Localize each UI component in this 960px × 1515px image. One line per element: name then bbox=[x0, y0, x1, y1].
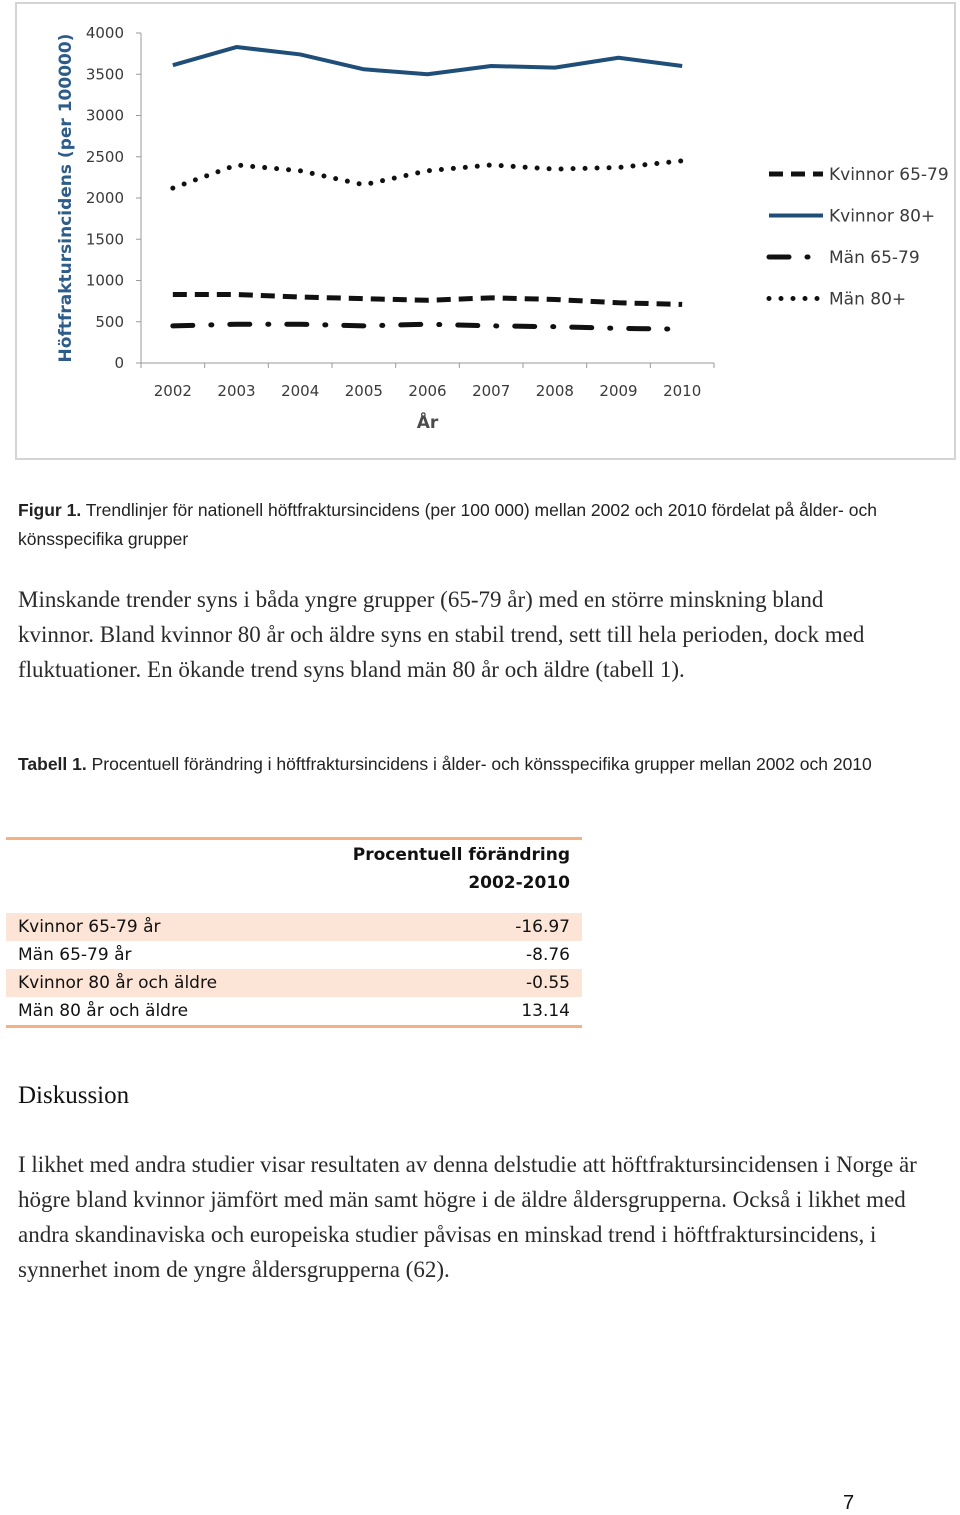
table-row-value: 13.14 bbox=[521, 1001, 570, 1021]
y-tick-label: 0 bbox=[114, 354, 124, 372]
table-row-label: Kvinnor 65-79 år bbox=[18, 917, 161, 937]
results-paragraph: Minskande trender syns i båda yngre grupper (65-79 år) med en större minskning bland kvinnor. Bland kvinnor 80 år och äldre syns en stabil trend, sett till hela perioden, dock med fluktuationer. En ökande trend syns bland män 80 år och äldre (tabell 1). bbox=[18, 587, 865, 682]
x-tick-label: 2007 bbox=[472, 382, 511, 400]
figure-caption bbox=[18, 496, 918, 554]
legend-label: Män 80+ bbox=[829, 289, 907, 310]
table-row bbox=[6, 969, 582, 997]
y-tick-label: 4000 bbox=[85, 24, 124, 42]
y-tick-label: 1500 bbox=[85, 230, 124, 249]
table-row-label: Män 65-79 år bbox=[18, 945, 132, 965]
table-caption bbox=[18, 750, 918, 779]
table-row bbox=[6, 941, 582, 969]
y-tick-label: 3500 bbox=[85, 65, 124, 84]
page-number: 7 bbox=[843, 1492, 855, 1514]
table-row bbox=[6, 997, 582, 1025]
discussion-paragraph: I likhet med andra studier visar resultaten av denna delstudie att höftfraktursincidensen i Norge är högre bland kvinnor jämfört med män samt högre i de äldre åldersgrupperna. Också i likhet med andra skandinaviska och europeiska studier påvisas en minskad trend i höftfraktursincidens, i synnerhet inom de yngre åldersgrupperna (62). bbox=[18, 1152, 917, 1282]
y-axis-title: Höftfraktursincidens (per 100000) bbox=[56, 33, 76, 363]
table-row bbox=[6, 913, 582, 941]
figure-caption-label: Figur 1. bbox=[18, 500, 82, 520]
series-line bbox=[173, 324, 682, 329]
x-tick-label: 2009 bbox=[599, 382, 638, 400]
y-tick-label: 500 bbox=[95, 312, 124, 331]
x-tick-label: 2005 bbox=[344, 382, 383, 400]
x-tick-label: 2008 bbox=[535, 382, 574, 400]
figure-chart bbox=[15, 2, 956, 460]
series-line bbox=[173, 295, 682, 305]
y-tick-label: 2000 bbox=[85, 189, 124, 207]
legend-label: Kvinnor 65-79 bbox=[829, 165, 949, 185]
table-bottom-rule bbox=[6, 1025, 582, 1028]
discussion-heading: Diskussion bbox=[18, 1082, 130, 1109]
legend-label: Kvinnor 80+ bbox=[829, 206, 936, 227]
table-caption-text: Procentuell förändring i höftfraktursincidens i ålder- och könsspecifika grupper mellan 2002 och 2010 bbox=[86, 754, 872, 774]
table-caption-label: Tabell 1. bbox=[18, 754, 87, 774]
y-tick-label: 1000 bbox=[85, 271, 124, 290]
x-tick-label: 2003 bbox=[217, 382, 256, 400]
x-tick-label: 2004 bbox=[281, 382, 320, 400]
table-row-label: Kvinnor 80 år och äldre bbox=[18, 973, 218, 993]
table-header bbox=[6, 840, 582, 913]
table-row-label: Män 80 år och äldre bbox=[18, 1001, 189, 1021]
table-header-line2: 2002-2010 bbox=[468, 873, 570, 893]
series-line bbox=[173, 47, 682, 74]
change-table bbox=[6, 837, 582, 1028]
table-row-value: -16.97 bbox=[515, 917, 570, 937]
y-tick-label: 2500 bbox=[85, 147, 124, 166]
x-tick-label: 2010 bbox=[663, 382, 702, 400]
x-tick-label: 2006 bbox=[408, 382, 447, 400]
series-line bbox=[173, 161, 682, 188]
table-row-value: -0.55 bbox=[526, 973, 570, 993]
x-tick-label: 2002 bbox=[153, 382, 192, 400]
chart-svg bbox=[17, 4, 958, 462]
table-header-line1: Procentuell förändring bbox=[352, 845, 570, 865]
legend-label: Män 65-79 bbox=[829, 248, 920, 268]
table-row-value: -8.76 bbox=[526, 945, 570, 965]
y-tick-label: 3000 bbox=[85, 106, 124, 125]
x-axis-title: År bbox=[416, 413, 439, 433]
figure-caption-text: Trendlinjer för nationell höftfraktursincidens (per 100 000) mellan 2002 och 2010 fördelat på ålder- och könsspecifika grupper bbox=[18, 500, 877, 549]
